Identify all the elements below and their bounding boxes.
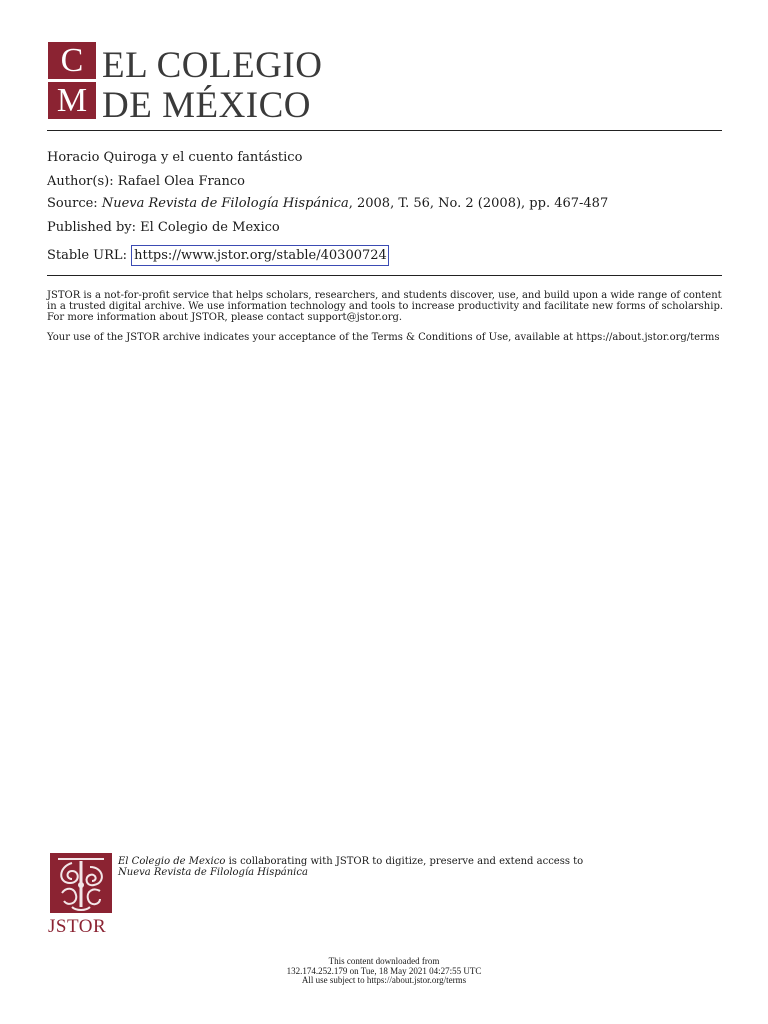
- download-notice: [0, 957, 768, 986]
- logo-name-line2: DE MÉXICO: [102, 85, 312, 126]
- download-line2: 132.174.252.179 on Tue, 18 May 2021 04:27:55 UTC: [286, 965, 482, 976]
- publisher-logo: [48, 41, 348, 126]
- stable-url-label: Stable URL:: [47, 248, 127, 263]
- logo-box-top: C: [48, 42, 96, 79]
- logo-name-line1: EL COLEGIO: [102, 45, 323, 86]
- jstor-wordmark: JSTOR: [48, 916, 107, 937]
- jstor-logo: [48, 853, 114, 938]
- collab-publisher: El Colegio de Mexico: [118, 856, 226, 867]
- source-details: , 2008, T. 56, No. 2 (2008), pp. 467-487: [348, 196, 609, 211]
- stable-url-line: [47, 249, 389, 262]
- publisher-line: [47, 221, 280, 234]
- author-name: Rafael Olea Franco: [117, 174, 245, 189]
- author-label: Author(s):: [47, 174, 114, 189]
- publisher-name: El Colegio de Mexico: [140, 220, 280, 235]
- jstor-seal-icon: [50, 853, 112, 913]
- publisher-label: Published by:: [47, 220, 136, 235]
- top-divider: [47, 130, 722, 131]
- logo-box-bottom: M: [48, 82, 96, 119]
- collaboration-line1: [118, 856, 583, 867]
- source-label: Source:: [47, 196, 98, 211]
- download-line1: This content downloaded from: [328, 956, 440, 966]
- author-line: [47, 175, 245, 188]
- source-journal: Nueva Revista de Filología Hispánica: [101, 196, 349, 211]
- article-title: Horacio Quiroga y el cuento fantástico: [47, 150, 303, 165]
- bottom-divider: [47, 275, 722, 276]
- download-line3: All use subject to https://about.jstor.org/terms: [301, 975, 467, 985]
- jstor-about-notice: JSTOR is a not-for-profit service that helps scholars, researchers, and students discover, use, and build upon a wide range of content in a trusted digital archive. We use information technology and tools to increase productivity and facilitate new forms of scholarship. For more information about JSTOR, please contact support@jstor.org.: [47, 290, 724, 323]
- stable-url-link[interactable]: https://www.jstor.org/stable/40300724: [131, 245, 389, 266]
- terms-notice: Your use of the JSTOR archive indicates your acceptance of the Terms & Conditions of Use, available at https://about.jstor.org/terms: [47, 332, 720, 343]
- source-line: [47, 197, 608, 210]
- collab-text: is collaborating with JSTOR to digitize, preserve and extend access to: [225, 856, 584, 867]
- collaboration-statement: [118, 856, 583, 878]
- logo-monogram: [48, 42, 96, 120]
- collab-journal: Nueva Revista de Filología Hispánica: [118, 867, 308, 878]
